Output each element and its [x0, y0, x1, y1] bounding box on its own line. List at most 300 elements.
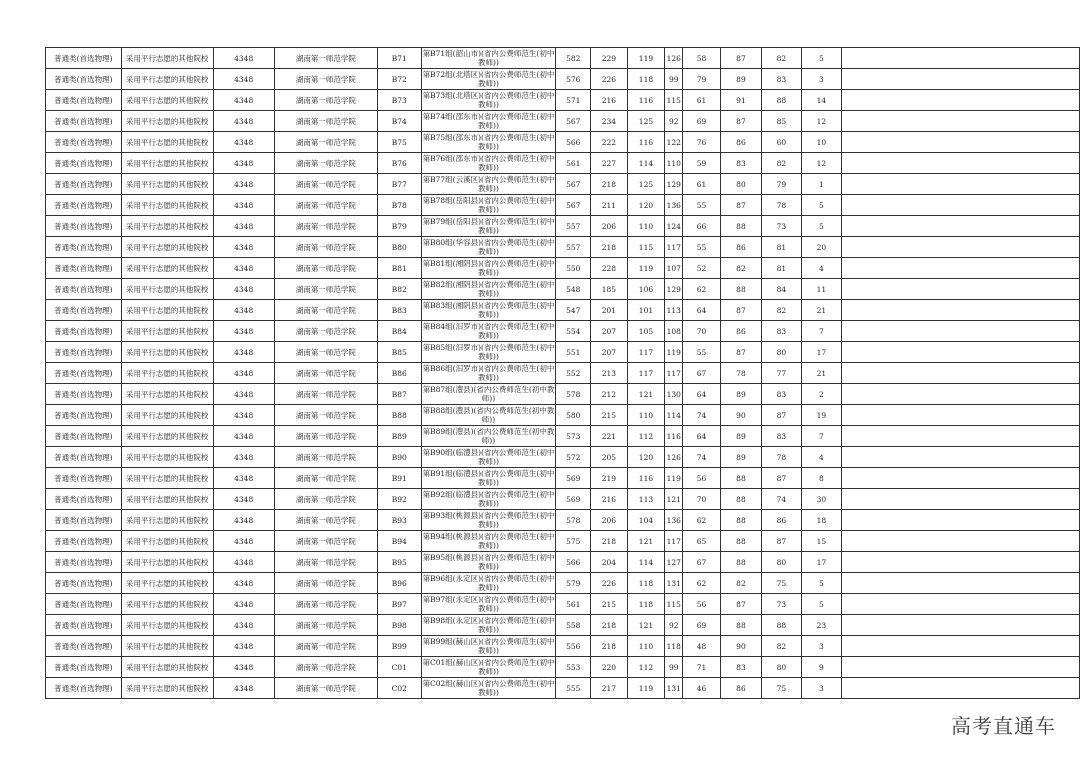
- cell-score-b: 121: [627, 531, 665, 552]
- cell-score-c: 121: [665, 489, 683, 510]
- cell-score-d: 52: [683, 258, 721, 279]
- cell-score-e: 89: [720, 69, 761, 90]
- cell-school-name: 湖南第一师范学院: [274, 510, 377, 531]
- cell-category: 普通类(首选物理): [46, 69, 122, 90]
- cell-group-name: 第B84组(汨罗市)(省内公费师范生(初中教师)): [422, 322, 555, 340]
- cell-score-c: 127: [665, 552, 683, 573]
- cell-count: 3: [801, 678, 841, 699]
- cell-count: 5: [801, 573, 841, 594]
- cell-score-f: 88: [762, 90, 801, 111]
- cell-blank: [842, 216, 1080, 237]
- cell-score-b: 114: [627, 552, 665, 573]
- cell-group-code: B97: [378, 594, 422, 615]
- cell-score-d: 56: [683, 468, 721, 489]
- cell-score-a: 218: [591, 531, 628, 552]
- cell-score-b: 110: [627, 405, 665, 426]
- cell-score-f: 82: [762, 300, 801, 321]
- cell-score-f: 78: [762, 447, 801, 468]
- cell-score-d: 55: [683, 342, 721, 363]
- cell-total-score: 579: [556, 573, 591, 594]
- cell-score-e: 89: [720, 426, 761, 447]
- cell-category: 普通类(首选物理): [46, 510, 122, 531]
- cell-blank: [842, 258, 1080, 279]
- cell-total-score: 554: [556, 321, 591, 342]
- cell-blank: [842, 678, 1080, 699]
- cell-group-code: B89: [378, 426, 422, 447]
- cell-group-name: 第B79组(岳阳县)(省内公费师范生(初中教师)): [422, 217, 555, 235]
- cell-total-score: 556: [556, 636, 591, 657]
- cell-group-code: B80: [378, 237, 422, 258]
- cell-school-code: 4348: [213, 426, 274, 447]
- cell-score-d: 61: [683, 174, 721, 195]
- cell-group-name: 第B90组(临澧县)(省内公费师范生(初中教师)): [422, 448, 555, 466]
- cell-score-f: 81: [762, 237, 801, 258]
- cell-score-d: 65: [683, 531, 721, 552]
- cell-score-a: 205: [591, 447, 628, 468]
- table-row: [46, 678, 1080, 699]
- cell-score-d: 59: [683, 153, 721, 174]
- cell-score-d: 62: [683, 279, 721, 300]
- cell-score-a: 215: [591, 594, 628, 615]
- cell-school-name: 湖南第一师范学院: [274, 216, 377, 237]
- cell-score-a: 216: [591, 489, 628, 510]
- cell-count: 23: [801, 615, 841, 636]
- cell-group-code: B84: [378, 321, 422, 342]
- cell-score-e: 88: [720, 531, 761, 552]
- cell-group-code: B98: [378, 615, 422, 636]
- cell-score-c: 136: [665, 510, 683, 531]
- cell-school-code: 4348: [213, 657, 274, 678]
- cell-score-d: 62: [683, 573, 721, 594]
- cell-group-name: 第B80组(华容县)(省内公费师范生(初中教师)): [422, 238, 555, 256]
- cell-score-b: 119: [627, 678, 665, 699]
- cell-score-a: 221: [591, 426, 628, 447]
- cell-score-f: 60: [762, 132, 801, 153]
- cell-count: 3: [801, 69, 841, 90]
- cell-group-name: 第B91组(临澧县)(省内公费师范生(初中教师)): [422, 469, 555, 487]
- cell-score-b: 110: [627, 636, 665, 657]
- cell-score-e: 88: [720, 468, 761, 489]
- cell-score-b: 115: [627, 237, 665, 258]
- cell-group-code: B82: [378, 279, 422, 300]
- cell-score-b: 104: [627, 510, 665, 531]
- cell-score-f: 79: [762, 174, 801, 195]
- cell-group-code: B83: [378, 300, 422, 321]
- cell-score-e: 80: [720, 174, 761, 195]
- cell-score-a: 213: [591, 363, 628, 384]
- cell-score-b: 118: [627, 594, 665, 615]
- cell-score-c: 122: [665, 132, 683, 153]
- cell-count: 12: [801, 153, 841, 174]
- cell-batch: 采用平行志愿的其他院校: [121, 90, 213, 111]
- cell-blank: [842, 237, 1080, 258]
- cell-score-b: 116: [627, 132, 665, 153]
- cell-group-code: C02: [378, 678, 422, 699]
- cell-count: 11: [801, 279, 841, 300]
- cell-score-b: 121: [627, 615, 665, 636]
- cell-count: 30: [801, 489, 841, 510]
- cell-score-e: 86: [720, 132, 761, 153]
- cell-blank: [842, 174, 1080, 195]
- cell-score-c: 119: [665, 468, 683, 489]
- cell-school-name: 湖南第一师范学院: [274, 174, 377, 195]
- cell-category: 普通类(首选物理): [46, 258, 122, 279]
- cell-score-b: 113: [627, 489, 665, 510]
- cell-score-e: 87: [720, 48, 761, 69]
- cell-count: 21: [801, 300, 841, 321]
- table-row: [46, 69, 1080, 90]
- cell-score-f: 75: [762, 573, 801, 594]
- cell-group-code: B76: [378, 153, 422, 174]
- cell-score-d: 76: [683, 132, 721, 153]
- cell-group-code: B99: [378, 636, 422, 657]
- cell-batch: 采用平行志愿的其他院校: [121, 405, 213, 426]
- cell-batch: 采用平行志愿的其他院校: [121, 174, 213, 195]
- cell-school-name: 湖南第一师范学院: [274, 153, 377, 174]
- table-row: [46, 468, 1080, 489]
- cell-score-c: 92: [665, 111, 683, 132]
- table-row: [46, 195, 1080, 216]
- cell-school-name: 湖南第一师范学院: [274, 468, 377, 489]
- cell-score-d: 67: [683, 363, 721, 384]
- cell-blank: [842, 195, 1080, 216]
- watermark-logo: 高考直通车: [951, 714, 1056, 738]
- cell-category: 普通类(首选物理): [46, 195, 122, 216]
- cell-group-code: B95: [378, 552, 422, 573]
- cell-score-c: 99: [665, 657, 683, 678]
- table-row: [46, 111, 1080, 132]
- cell-count: 7: [801, 321, 841, 342]
- cell-school-name: 湖南第一师范学院: [274, 405, 377, 426]
- cell-school-code: 4348: [213, 153, 274, 174]
- cell-category: 普通类(首选物理): [46, 237, 122, 258]
- cell-score-c: 92: [665, 615, 683, 636]
- cell-category: 普通类(首选物理): [46, 678, 122, 699]
- cell-score-e: 88: [720, 552, 761, 573]
- cell-blank: [842, 90, 1080, 111]
- cell-count: 8: [801, 468, 841, 489]
- cell-blank: [842, 384, 1080, 405]
- cell-category: 普通类(首选物理): [46, 531, 122, 552]
- cell-score-b: 119: [627, 258, 665, 279]
- cell-blank: [842, 489, 1080, 510]
- cell-score-f: 86: [762, 510, 801, 531]
- cell-school-code: 4348: [213, 111, 274, 132]
- cell-score-a: 216: [591, 90, 628, 111]
- cell-score-a: 212: [591, 384, 628, 405]
- cell-category: 普通类(首选物理): [46, 321, 122, 342]
- cell-total-score: 557: [556, 216, 591, 237]
- cell-group-name: 第B74组(邵东市)(省内公费师范生(初中教师)): [422, 112, 555, 130]
- cell-score-c: 114: [665, 405, 683, 426]
- cell-batch: 采用平行志愿的其他院校: [121, 321, 213, 342]
- cell-total-score: 561: [556, 153, 591, 174]
- cell-count: 10: [801, 132, 841, 153]
- cell-blank: [842, 531, 1080, 552]
- cell-score-a: 226: [591, 573, 628, 594]
- cell-score-a: 215: [591, 405, 628, 426]
- table-row: [46, 657, 1080, 678]
- cell-group-name: 第C01组(赫山区)(省内公费师范生(初中教师)): [422, 658, 555, 676]
- cell-category: 普通类(首选物理): [46, 657, 122, 678]
- cell-score-a: 234: [591, 111, 628, 132]
- cell-school-code: 4348: [213, 90, 274, 111]
- cell-total-score: 566: [556, 132, 591, 153]
- cell-score-d: 62: [683, 510, 721, 531]
- cell-score-e: 88: [720, 489, 761, 510]
- cell-blank: [842, 447, 1080, 468]
- cell-score-e: 87: [720, 111, 761, 132]
- cell-total-score: 569: [556, 468, 591, 489]
- cell-school-code: 4348: [213, 258, 274, 279]
- cell-blank: [842, 132, 1080, 153]
- cell-school-name: 湖南第一师范学院: [274, 531, 377, 552]
- cell-batch: 采用平行志愿的其他院校: [121, 678, 213, 699]
- cell-group-code: B78: [378, 195, 422, 216]
- cell-batch: 采用平行志愿的其他院校: [121, 510, 213, 531]
- cell-score-d: 64: [683, 426, 721, 447]
- cell-group-code: B72: [378, 69, 422, 90]
- cell-score-d: 69: [683, 111, 721, 132]
- cell-count: 21: [801, 363, 841, 384]
- cell-group-code: B71: [378, 48, 422, 69]
- cell-score-d: 74: [683, 405, 721, 426]
- cell-category: 普通类(首选物理): [46, 90, 122, 111]
- cell-total-score: 557: [556, 237, 591, 258]
- cell-category: 普通类(首选物理): [46, 405, 122, 426]
- cell-group-code: B93: [378, 510, 422, 531]
- cell-school-code: 4348: [213, 573, 274, 594]
- cell-total-score: 580: [556, 405, 591, 426]
- cell-score-d: 55: [683, 195, 721, 216]
- cell-school-name: 湖南第一师范学院: [274, 90, 377, 111]
- cell-group-code: B77: [378, 174, 422, 195]
- cell-school-name: 湖南第一师范学院: [274, 426, 377, 447]
- cell-count: 5: [801, 48, 841, 69]
- cell-score-d: 56: [683, 594, 721, 615]
- cell-school-code: 4348: [213, 342, 274, 363]
- cell-blank: [842, 153, 1080, 174]
- cell-score-c: 129: [665, 279, 683, 300]
- cell-batch: 采用平行志愿的其他院校: [121, 153, 213, 174]
- table-row: [46, 48, 1080, 69]
- cell-batch: 采用平行志愿的其他院校: [121, 69, 213, 90]
- cell-school-code: 4348: [213, 174, 274, 195]
- cell-school-name: 湖南第一师范学院: [274, 384, 377, 405]
- cell-count: 20: [801, 237, 841, 258]
- cell-score-a: 201: [591, 300, 628, 321]
- cell-score-a: 204: [591, 552, 628, 573]
- cell-total-score: 567: [556, 195, 591, 216]
- cell-school-name: 湖南第一师范学院: [274, 636, 377, 657]
- cell-group-name: 第B81组(湘阴县)(省内公费师范生(初中教师)): [422, 259, 555, 277]
- cell-score-e: 87: [720, 195, 761, 216]
- cell-score-e: 87: [720, 594, 761, 615]
- cell-score-a: 206: [591, 510, 628, 531]
- cell-batch: 采用平行志愿的其他院校: [121, 342, 213, 363]
- cell-count: 5: [801, 195, 841, 216]
- cell-score-c: 118: [665, 636, 683, 657]
- cell-batch: 采用平行志愿的其他院校: [121, 111, 213, 132]
- cell-score-e: 82: [720, 258, 761, 279]
- cell-score-e: 87: [720, 342, 761, 363]
- cell-school-name: 湖南第一师范学院: [274, 678, 377, 699]
- cell-score-f: 73: [762, 216, 801, 237]
- cell-score-b: 116: [627, 90, 665, 111]
- cell-score-b: 119: [627, 48, 665, 69]
- table-row: [46, 573, 1080, 594]
- cell-count: 14: [801, 90, 841, 111]
- table-row: [46, 615, 1080, 636]
- cell-blank: [842, 636, 1080, 657]
- cell-score-a: 219: [591, 468, 628, 489]
- cell-score-c: 117: [665, 531, 683, 552]
- cell-category: 普通类(首选物理): [46, 636, 122, 657]
- cell-school-name: 湖南第一师范学院: [274, 552, 377, 573]
- cell-category: 普通类(首选物理): [46, 447, 122, 468]
- cell-score-a: 226: [591, 69, 628, 90]
- cell-batch: 采用平行志愿的其他院校: [121, 426, 213, 447]
- cell-score-d: 55: [683, 237, 721, 258]
- cell-total-score: 552: [556, 363, 591, 384]
- cell-group-code: B75: [378, 132, 422, 153]
- cell-school-name: 湖南第一师范学院: [274, 132, 377, 153]
- cell-school-name: 湖南第一师范学院: [274, 111, 377, 132]
- cell-school-code: 4348: [213, 531, 274, 552]
- cell-score-a: 207: [591, 321, 628, 342]
- cell-score-d: 64: [683, 384, 721, 405]
- cell-school-code: 4348: [213, 468, 274, 489]
- cell-total-score: 569: [556, 489, 591, 510]
- cell-score-f: 73: [762, 594, 801, 615]
- cell-score-d: 71: [683, 657, 721, 678]
- cell-category: 普通类(首选物理): [46, 594, 122, 615]
- cell-score-a: 207: [591, 342, 628, 363]
- cell-score-c: 129: [665, 174, 683, 195]
- cell-total-score: 576: [556, 69, 591, 90]
- cell-batch: 采用平行志愿的其他院校: [121, 258, 213, 279]
- cell-total-score: 553: [556, 657, 591, 678]
- cell-batch: 采用平行志愿的其他院校: [121, 615, 213, 636]
- cell-total-score: 561: [556, 594, 591, 615]
- cell-score-a: 220: [591, 657, 628, 678]
- cell-total-score: 555: [556, 678, 591, 699]
- cell-score-e: 88: [720, 510, 761, 531]
- cell-group-code: B88: [378, 405, 422, 426]
- cell-group-name: 第B86组(汨罗市)(省内公费师范生(初中教师)): [422, 364, 555, 382]
- cell-score-f: 78: [762, 195, 801, 216]
- cell-blank: [842, 300, 1080, 321]
- cell-score-f: 75: [762, 678, 801, 699]
- cell-group-name: 第B78组(岳阳县)(省内公费师范生(初中教师)): [422, 196, 555, 214]
- cell-score-e: 89: [720, 384, 761, 405]
- cell-score-f: 83: [762, 69, 801, 90]
- cell-batch: 采用平行志愿的其他院校: [121, 573, 213, 594]
- cell-total-score: 550: [556, 258, 591, 279]
- cell-score-c: 113: [665, 300, 683, 321]
- cell-score-d: 70: [683, 489, 721, 510]
- table-row: [46, 174, 1080, 195]
- cell-school-code: 4348: [213, 300, 274, 321]
- cell-group-name: 第B75组(邵东市)(省内公费师范生(初中教师)): [422, 133, 555, 151]
- cell-school-name: 湖南第一师范学院: [274, 237, 377, 258]
- cell-score-b: 106: [627, 279, 665, 300]
- cell-batch: 采用平行志愿的其他院校: [121, 489, 213, 510]
- cell-score-c: 131: [665, 678, 683, 699]
- cell-school-code: 4348: [213, 363, 274, 384]
- cell-batch: 采用平行志愿的其他院校: [121, 132, 213, 153]
- cell-group-name: 第B85组(汨罗市)(省内公费师范生(初中教师)): [422, 343, 555, 361]
- cell-score-d: 61: [683, 90, 721, 111]
- cell-group-name: 第B89组(澧县)(省内公费师范生(初中教师)): [422, 427, 555, 445]
- cell-score-c: 117: [665, 363, 683, 384]
- cell-category: 普通类(首选物理): [46, 489, 122, 510]
- table-row: [46, 321, 1080, 342]
- table-row: [46, 132, 1080, 153]
- table-row: [46, 342, 1080, 363]
- cell-category: 普通类(首选物理): [46, 153, 122, 174]
- cell-score-e: 83: [720, 657, 761, 678]
- cell-score-b: 117: [627, 342, 665, 363]
- cell-group-name: 第B87组(澧县)(省内公费师范生(初中教师)): [422, 385, 555, 403]
- table-row: [46, 279, 1080, 300]
- cell-batch: 采用平行志愿的其他院校: [121, 363, 213, 384]
- cell-group-code: B85: [378, 342, 422, 363]
- cell-group-name: 第B95组(桃源县)(省内公费师范生(初中教师)): [422, 553, 555, 571]
- cell-score-a: 222: [591, 132, 628, 153]
- cell-score-b: 116: [627, 468, 665, 489]
- cell-category: 普通类(首选物理): [46, 342, 122, 363]
- cell-blank: [842, 510, 1080, 531]
- cell-score-d: 70: [683, 321, 721, 342]
- cell-school-code: 4348: [213, 405, 274, 426]
- cell-score-d: 46: [683, 678, 721, 699]
- table-row: [46, 489, 1080, 510]
- cell-score-d: 74: [683, 447, 721, 468]
- cell-batch: 采用平行志愿的其他院校: [121, 237, 213, 258]
- cell-score-a: 228: [591, 258, 628, 279]
- cell-score-c: 116: [665, 426, 683, 447]
- table-row: [46, 426, 1080, 447]
- cell-batch: 采用平行志愿的其他院校: [121, 657, 213, 678]
- cell-school-name: 湖南第一师范学院: [274, 615, 377, 636]
- cell-group-code: B92: [378, 489, 422, 510]
- cell-group-name: 第B94组(桃源县)(省内公费师范生(初中教师)): [422, 532, 555, 550]
- cell-school-code: 4348: [213, 636, 274, 657]
- cell-score-e: 89: [720, 447, 761, 468]
- cell-total-score: 578: [556, 384, 591, 405]
- cell-blank: [842, 615, 1080, 636]
- table-row: [46, 447, 1080, 468]
- cell-category: 普通类(首选物理): [46, 363, 122, 384]
- table-row: [46, 153, 1080, 174]
- cell-score-a: 185: [591, 279, 628, 300]
- cell-school-name: 湖南第一师范学院: [274, 447, 377, 468]
- cell-blank: [842, 552, 1080, 573]
- cell-group-name: 第B93组(桃源县)(省内公费师范生(初中教师)): [422, 511, 555, 529]
- cell-score-b: 118: [627, 573, 665, 594]
- cell-group-code: B94: [378, 531, 422, 552]
- cell-score-e: 90: [720, 636, 761, 657]
- table-row: [46, 405, 1080, 426]
- cell-count: 19: [801, 405, 841, 426]
- cell-score-d: 58: [683, 48, 721, 69]
- cell-score-d: 67: [683, 552, 721, 573]
- cell-score-c: 119: [665, 342, 683, 363]
- cell-score-b: 105: [627, 321, 665, 342]
- cell-category: 普通类(首选物理): [46, 132, 122, 153]
- cell-school-name: 湖南第一师范学院: [274, 342, 377, 363]
